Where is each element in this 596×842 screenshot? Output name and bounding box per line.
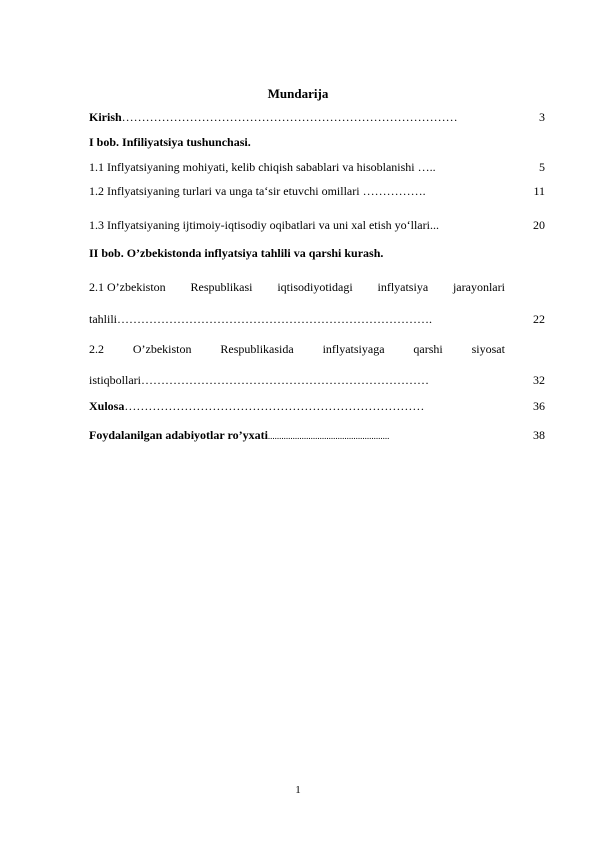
toc-label: Kirish — [89, 110, 122, 124]
toc-page: 11 — [533, 184, 545, 198]
toc-entry-1-2[interactable] — [89, 184, 549, 199]
toc-label: 1.1 Inflyatsiyaning mohiyati, kelib chiqish sabablari va hisoblanishi ….. — [89, 160, 436, 174]
toc-chapter-1 — [89, 135, 549, 150]
toc-word: O’zbekiston — [132, 342, 192, 356]
toc-word: 2.2 — [89, 342, 104, 356]
toc-word: 2.1 O’zbekiston — [89, 280, 166, 294]
toc-entry-2-1-line1[interactable] — [89, 280, 549, 295]
toc-word: inflyatsiya — [377, 280, 429, 294]
toc-entry-2-1-line2[interactable] — [89, 312, 549, 327]
toc-page: 36 — [533, 399, 545, 413]
toc-word: Respublikasi — [190, 280, 253, 294]
toc-page: 3 — [539, 110, 545, 124]
toc-page: 32 — [533, 373, 545, 387]
toc-label: tahlili — [89, 312, 117, 326]
toc-dots: ...................................................... — [267, 431, 390, 441]
toc-entry-2-2-line1[interactable] — [89, 342, 549, 357]
toc-entry-1-3[interactable] — [89, 218, 549, 233]
toc-label: istiqbollari — [89, 373, 141, 387]
toc-dots: ………………………………………………………………… — [124, 399, 425, 413]
toc-page: 5 — [539, 160, 545, 174]
toc-page: 20 — [533, 218, 545, 232]
toc-page: 38 — [533, 428, 545, 442]
toc-chapter-2 — [89, 246, 549, 261]
toc-dots: ……………………………………………………………… — [141, 373, 429, 387]
toc-word: Respublikasida — [220, 342, 294, 356]
toc-entry-kirish[interactable] — [89, 110, 549, 125]
toc-page: 22 — [533, 312, 545, 326]
toc-word: qarshi — [413, 342, 443, 356]
toc-label: 1.2 Inflyatsiyaning turlari va unga ta‘sir etuvchi omillari ……………. — [89, 184, 426, 198]
toc-entry-foydalanilgan-adabiyotlar[interactable] — [89, 428, 549, 444]
toc-label: II bob. O’zbekistonda inflyatsiya tahlili va qarshi kurash. — [89, 246, 384, 260]
toc-label: I bob. Infiliyatsiya tushunchasi. — [89, 135, 251, 149]
toc-label: 1.3 Inflyatsiyaning ijtimoiy-iqtisodiy oqibatlari va uni xal etish yo‘llari... — [89, 218, 439, 232]
toc-entry-2-2-line2[interactable] — [89, 373, 549, 388]
toc-entry-1-1[interactable] — [89, 160, 549, 175]
toc-entry-xulosa[interactable] — [89, 399, 549, 414]
toc-word: jarayonlari — [452, 280, 505, 294]
toc-word: iqtisodiyotidagi — [277, 280, 353, 294]
page-title: Mundarija — [267, 86, 329, 101]
toc-dots: ……………………………………………………………………. — [117, 312, 432, 326]
toc-dots: ………………………………………………………………………… — [121, 110, 458, 124]
toc-word: inflyatsiyaga — [322, 342, 385, 356]
toc-word: siyosat — [471, 342, 505, 356]
toc-label: Xulosa — [89, 399, 125, 413]
page-number: 1 — [295, 784, 301, 796]
toc-label: Foydalanilgan adabiyotlar ro’yxati — [89, 428, 268, 442]
